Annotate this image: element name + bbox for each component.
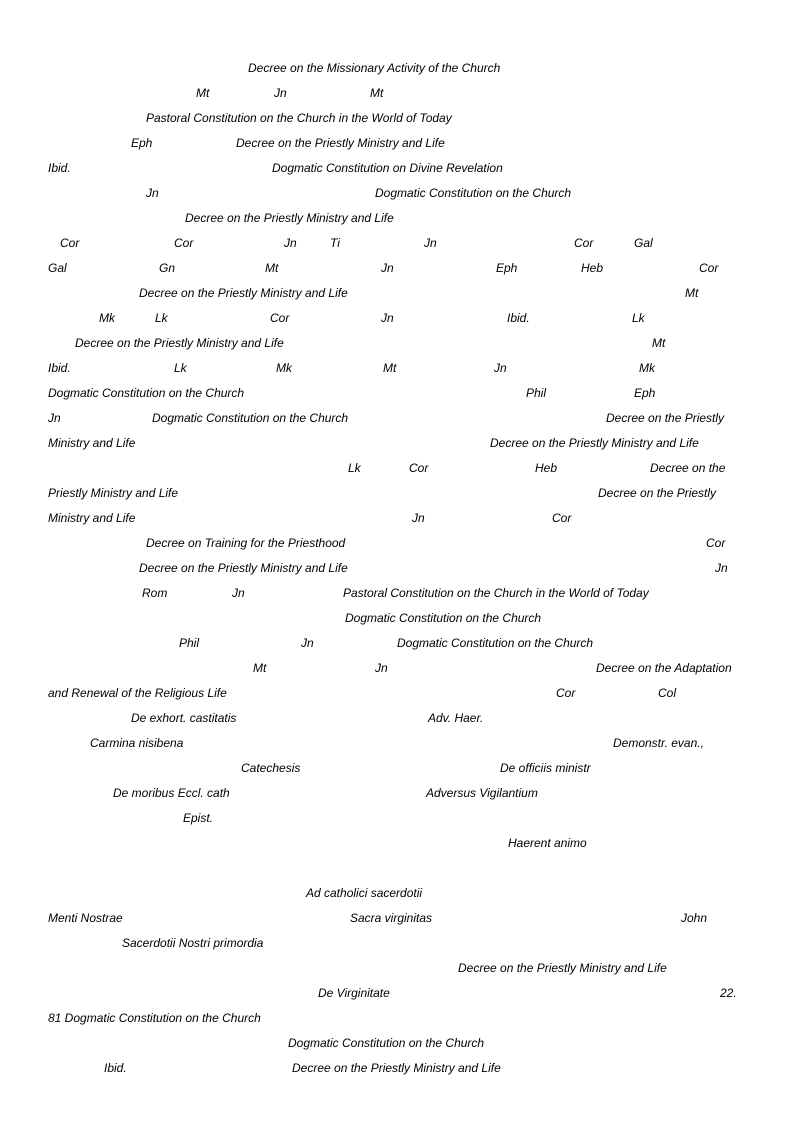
citation-text: Demonstr. evan., [613, 736, 704, 750]
citation-text: Decree on the Priestly Ministry and Life [236, 136, 445, 150]
citation-text: Ibid. [507, 311, 530, 325]
citation-text: Epist. [183, 811, 214, 825]
citation-text: Lk [632, 311, 645, 325]
citation-text: 22. [720, 986, 737, 1000]
citation-text: Lk [155, 311, 168, 325]
citation-text: Decree on the Priestly Ministry and Life [75, 336, 284, 350]
citation-text: Cor [60, 236, 80, 250]
citation-text: Mk [276, 361, 292, 375]
citation-text: Gal [634, 236, 653, 250]
citation-text: Phil [179, 636, 200, 650]
citation-text: Dogmatic Constitution on the Church [397, 636, 594, 650]
citation-text: Cor [574, 236, 594, 250]
citation-text: Lk [348, 461, 361, 475]
citation-text: Decree on the Priestly Ministry and Life [458, 961, 667, 975]
citation-text: Jn [381, 311, 394, 325]
citation-text: Mt [652, 336, 666, 350]
citation-text: Jn [274, 86, 287, 100]
citation-text: Dogmatic Constitution on the Church [152, 411, 349, 425]
citation-text: De officiis ministr [500, 761, 591, 775]
citation-text: Jn [375, 661, 388, 675]
citation-text: Cor [409, 461, 429, 475]
citation-text: Decree on the Priestly [606, 411, 725, 425]
citation-text: Adversus Vigilantium [426, 786, 538, 800]
citation-text: Ti [330, 236, 340, 250]
citation-text: Pastoral Constitution on the Church in the World of Today [146, 111, 452, 125]
citation-text: Cor [706, 536, 726, 550]
citation-text: Dogmatic Constitution on the Church [48, 386, 245, 400]
citation-text: Decree on the Priestly Ministry and Life [185, 211, 394, 225]
citation-text: Jn [48, 411, 61, 425]
citation-text: Decree on the Priestly Ministry and Life [139, 561, 348, 575]
citation-text: Jn [381, 261, 394, 275]
citation-text: John [681, 911, 708, 925]
citation-text: Ibid. [48, 361, 71, 375]
citation-text: Col [658, 686, 677, 700]
citation-text: Cor [270, 311, 290, 325]
citation-text: Jn [424, 236, 437, 250]
citation-text: Mk [639, 361, 655, 375]
citation-text: Ministry and Life [48, 436, 136, 450]
citation-text: Ministry and Life [48, 511, 136, 525]
citation-text: Jn [232, 586, 245, 600]
citation-text: Cor [699, 261, 719, 275]
citation-text: Decree on the Priestly Ministry and Life [292, 1061, 501, 1075]
citation-text: Decree on the Priestly Ministry and Life [490, 436, 699, 450]
citation-text: Mt [253, 661, 267, 675]
citation-text: Sacra virginitas [350, 911, 433, 925]
citation-text: Jn [715, 561, 728, 575]
citation-text: Ibid. [104, 1061, 127, 1075]
citation-text: and Renewal of the Religious Life [48, 686, 227, 700]
citation-text: Cor [174, 236, 194, 250]
citation-text: Dogmatic Constitution on the Church [375, 186, 572, 200]
citation-text: De moribus Eccl. cath [113, 786, 230, 800]
citation-text: Menti Nostrae [48, 911, 123, 925]
citation-text: Carmina nisibena [90, 736, 184, 750]
citation-text: Jn [494, 361, 507, 375]
citation-text: Eph [634, 386, 656, 400]
citation-text: Dogmatic Constitution on the Church [345, 611, 542, 625]
citation-text: Mt [383, 361, 397, 375]
citation-text: Gal [48, 261, 67, 275]
citation-text: Jn [412, 511, 425, 525]
citation-text: Adv. Haer. [428, 711, 484, 725]
citation-text: 81 Dogmatic Constitution on the Church [48, 1011, 261, 1025]
citation-text: Mk [99, 311, 115, 325]
citation-text: Catechesis [241, 761, 301, 775]
citation-text: Cor [556, 686, 576, 700]
citation-text: Gn [159, 261, 176, 275]
citation-text: Mt [370, 86, 384, 100]
citation-text: De exhort. castitatis [131, 711, 237, 725]
citation-text: Heb [535, 461, 558, 475]
citation-text: Decree on the Priestly Ministry and Life [139, 286, 348, 300]
citation-text: Sacerdotii Nostri primordia [122, 936, 264, 950]
citation-text: De Virginitate [318, 986, 390, 1000]
citation-text: Mt [685, 286, 699, 300]
citation-text: Decree on the [650, 461, 726, 475]
citation-text: Cor [552, 511, 572, 525]
citation-text: Heb [581, 261, 604, 275]
citation-text: Pastoral Constitution on the Church in the World of Today [343, 586, 649, 600]
citation-text: Ibid. [48, 161, 71, 175]
citation-text: Ad catholici sacerdotii [306, 886, 423, 900]
citation-text: Lk [174, 361, 187, 375]
citation-text: Jn [146, 186, 159, 200]
citation-text: Decree on the Adaptation [596, 661, 732, 675]
citation-text: Priestly Ministry and Life [48, 486, 179, 500]
citation-text: Dogmatic Constitution on the Church [288, 1036, 485, 1050]
citation-text: Phil [526, 386, 547, 400]
citation-text: Decree on the Priestly [598, 486, 717, 500]
citation-text: Rom [142, 586, 168, 600]
citation-text: Decree on the Missionary Activity of the Church [248, 61, 501, 75]
citation-text: Eph [131, 136, 153, 150]
citation-text: Decree on Training for the Priesthood [146, 536, 346, 550]
citation-text: Eph [496, 261, 518, 275]
citation-text: Mt [196, 86, 210, 100]
citation-text: Haerent animo [508, 836, 587, 850]
citation-text: Mt [265, 261, 279, 275]
citation-text: Jn [284, 236, 297, 250]
citation-text: Jn [301, 636, 314, 650]
citation-text: Dogmatic Constitution on Divine Revelation [272, 161, 503, 175]
